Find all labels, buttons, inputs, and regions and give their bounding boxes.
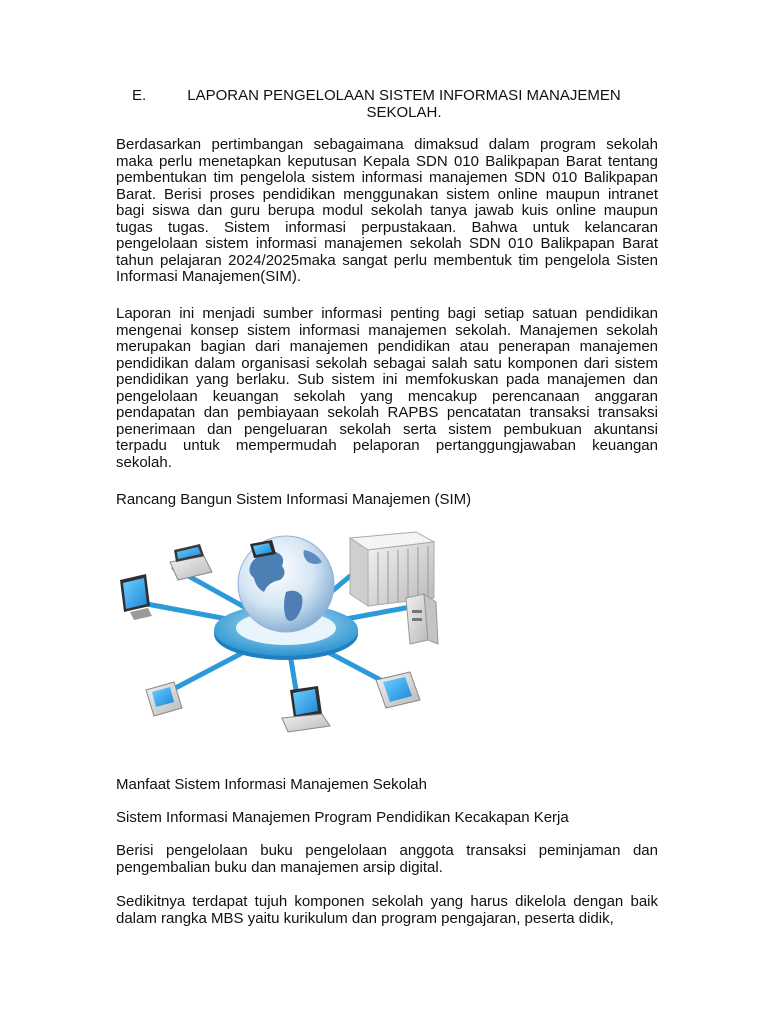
figure-caption: Rancang Bangun Sistem Informasi Manajemen (SIM) [116, 491, 472, 508]
paragraph-intro: Berdasarkan pertimbangan sebagaimana dimaksud dalam program sekolah maka perlu menetapkan keputusan Kepala SDN 010 Balikpapan Barat tentang pembentukan tim pengelola sistem informasi manajemen SDN 010 Balikpapan Barat. Berisi proses pendidikan menggunakan sistem online maupun intranet bagi siswa dan guru berupa modul sekolah tanya jawab kuis online maupun tugas tugas. Sistem informasi perpustakaan. Bahwa untuk kelancaran pengelolaan sistem informasi manajemen sekolah SDN 010 Balikpapan Barat tahun pelajaran 2024/2025maka sangat perlu membentuk tim pengelola Sisten Informasi Manajemen(SIM). [116, 136, 658, 285]
section-letter: E. [132, 87, 147, 104]
benefit-title: Manfaat Sistem Informasi Manajemen Sekolah [116, 776, 427, 793]
laptop-bottom-icon [282, 686, 330, 732]
paragraph-components: Sedikitnya terdapat tujuh komponen sekolah yang harus dikelola dengan baik dalam rangka MBS yaitu kurikulum dan program pengajaran, peserta didik, [116, 893, 658, 927]
monitor-icon [120, 574, 152, 620]
network-illustration [116, 522, 450, 758]
paragraph-library: Berisi pengelolaan buku pengelolaan anggota transaksi peminjaman dan pengembalian buku dan manajemen arsip digital. [116, 842, 658, 876]
program-title: Sistem Informasi Manajemen Program Pendidikan Kecakapan Kerja [116, 809, 569, 826]
laptop-icon [170, 544, 212, 580]
smartphone-icon [376, 672, 420, 708]
section-heading [116, 87, 658, 121]
desktop-tower-icon [406, 594, 438, 644]
paragraph-report: Laporan ini menjadi sumber informasi penting bagi setiap satuan pendidikan mengenai konsep sistem informasi manajemen sekolah. Manajemen sekolah merupakan bagian dari manajemen pendidikan atau penerapan manajemen pendidikan dalam organisasi sekolah sebagai salah satu komponen dari sistem pendidikan yang berlaku. Sub sistem ini memfokuskan pada manajemen dan pengelolaan keuangan sekolah yang mencakup perencanaan anggaran pendapatan dan pembiayaan sekolah RAPBS pencatatan transaksi transaksi penerimaan dan pengeluaran sekolah serta sistem pembukuan akuntansi terpadu untuk mempermudah pelaporan pertanggungjawaban keuangan sekolah. [116, 305, 658, 471]
section-title: LAPORAN PENGELOLAAN SISTEM INFORMASI MANAJEMEN SEKOLAH. [187, 87, 621, 121]
